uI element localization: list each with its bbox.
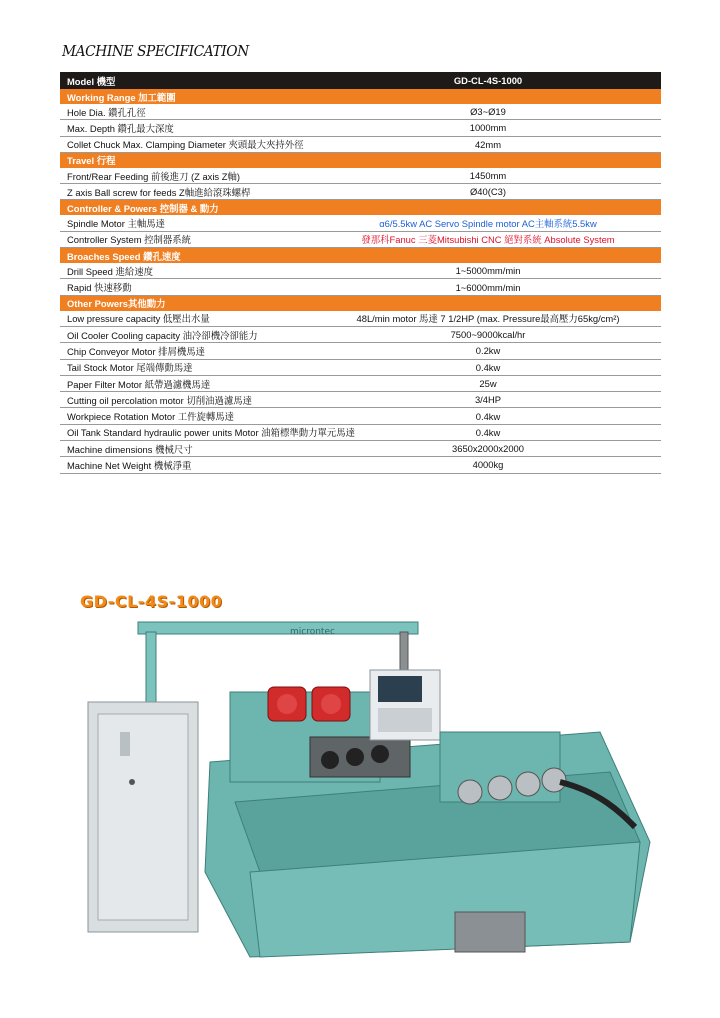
row-label: Paper Filter Motor 紙帶過濾機馬達 [67,378,211,390]
section-title: Broaches Speed 鑽孔速度 [67,250,181,262]
model-row [60,72,661,89]
table-row [60,343,661,359]
row-label: Rapid 快速移動 [67,282,132,294]
table-row [60,457,661,473]
row-value: 4000kg [472,459,504,471]
table-row [60,263,661,279]
row-label: Machine dimensions 機械尺寸 [67,443,193,455]
table-row [60,392,661,408]
table-row [60,184,661,200]
table-row [60,215,661,231]
row-value: 0.2kw [475,345,501,357]
table-row [60,120,661,136]
row-value: 0.4kw [475,426,501,438]
section-header [60,200,661,215]
table-row [60,104,661,120]
table-row [60,441,661,457]
row-value: 1450mm [469,170,507,182]
section-title: Other Powers其他動力 [67,298,166,310]
row-value: 1~5000mm/min [455,265,521,277]
section-header [60,296,661,311]
section-title: Controller & Powers 控制器 & 動力 [67,202,219,214]
table-row [60,360,661,376]
model-value: GD-CL-4S-1000 [453,75,523,86]
table-row [60,408,661,424]
row-value: 0.4kw [475,361,501,373]
table-row [60,232,661,248]
section-title: Working Range 加工範圍 [67,91,176,103]
row-label: Spindle Motor 主軸馬達 [67,218,165,230]
row-label: Hole Dia. 鑽孔孔徑 [67,106,146,118]
row-value: 3650x2000x2000 [452,443,524,455]
row-label: Max. Depth 鑽孔最大深度 [67,122,174,134]
row-value: α6/5.5kw AC Servo Spindle motor AC主軸系統5.5kw [379,218,597,230]
row-label: Workpiece Rotation Motor 工件旋轉馬達 [67,411,235,423]
row-value: 48L/min motor 馬達 7 1/2HP (max. Pressure最高壓力65kg/cm²) [356,313,620,325]
row-value: 3/4HP [474,394,502,406]
row-value: 25w [479,378,497,389]
spec-table [60,72,661,474]
row-value: 7500~9000kcal/hr [450,329,526,341]
section-header [60,89,661,104]
row-value: 0.4kw [475,410,501,422]
table-row [60,137,661,153]
row-label: Collet Chuck Max. Clamping Diameter 夾頭最大夾持外徑 [67,139,304,151]
row-label: Controller System 控制器系統 [67,234,191,246]
row-label: Tail Stock Motor 尾端傳動馬達 [67,362,193,374]
row-value: 1000mm [469,122,507,134]
table-row [60,279,661,295]
row-label: Low pressure capacity 低壓出水量 [67,313,210,325]
section-title: Travel 行程 [67,155,116,167]
row-value: 發那科Fanuc 三菱Mitsubishi CNC 絕對系統 Absolute System [361,234,615,246]
machine-photo [60,612,680,992]
section-header [60,153,661,168]
machine-model-title: GD-CL-4S-1000 [80,592,223,611]
row-value: Ø3~Ø19 [470,106,506,118]
row-value: Ø40(C3) [470,186,506,198]
watermark-text: microntec [290,627,335,637]
row-label: Cutting oil percolation motor 切削油過濾馬達 [67,394,252,406]
row-label: Z axis Ball screw for feeds Z軸進給滾珠螺桿 [67,186,251,198]
row-label: Chip Conveyor Motor 排屑機馬達 [67,345,206,357]
row-value: 42mm [474,138,502,150]
table-row [60,376,661,392]
row-label: Drill Speed 進給速度 [67,265,153,277]
section-header [60,248,661,263]
row-value: 1~6000mm/min [455,281,521,293]
table-row [60,168,661,184]
page-title: MACHINE SPECIFICATION [62,42,249,60]
table-row [60,327,661,343]
model-label: Model 機型 [67,75,116,87]
table-row [60,425,661,441]
row-label: Machine Net Weight 機械淨重 [67,459,192,471]
row-label: Oil Tank Standard hydraulic power units Motor 油箱標準動力單元馬達 [67,427,355,439]
table-row [60,311,661,327]
row-label: Front/Rear Feeding 前後進刀 (Z axis Z軸) [67,170,240,182]
row-label: Oil Cooler Cooling capacity 油冷卻機冷卻能力 [67,329,258,341]
